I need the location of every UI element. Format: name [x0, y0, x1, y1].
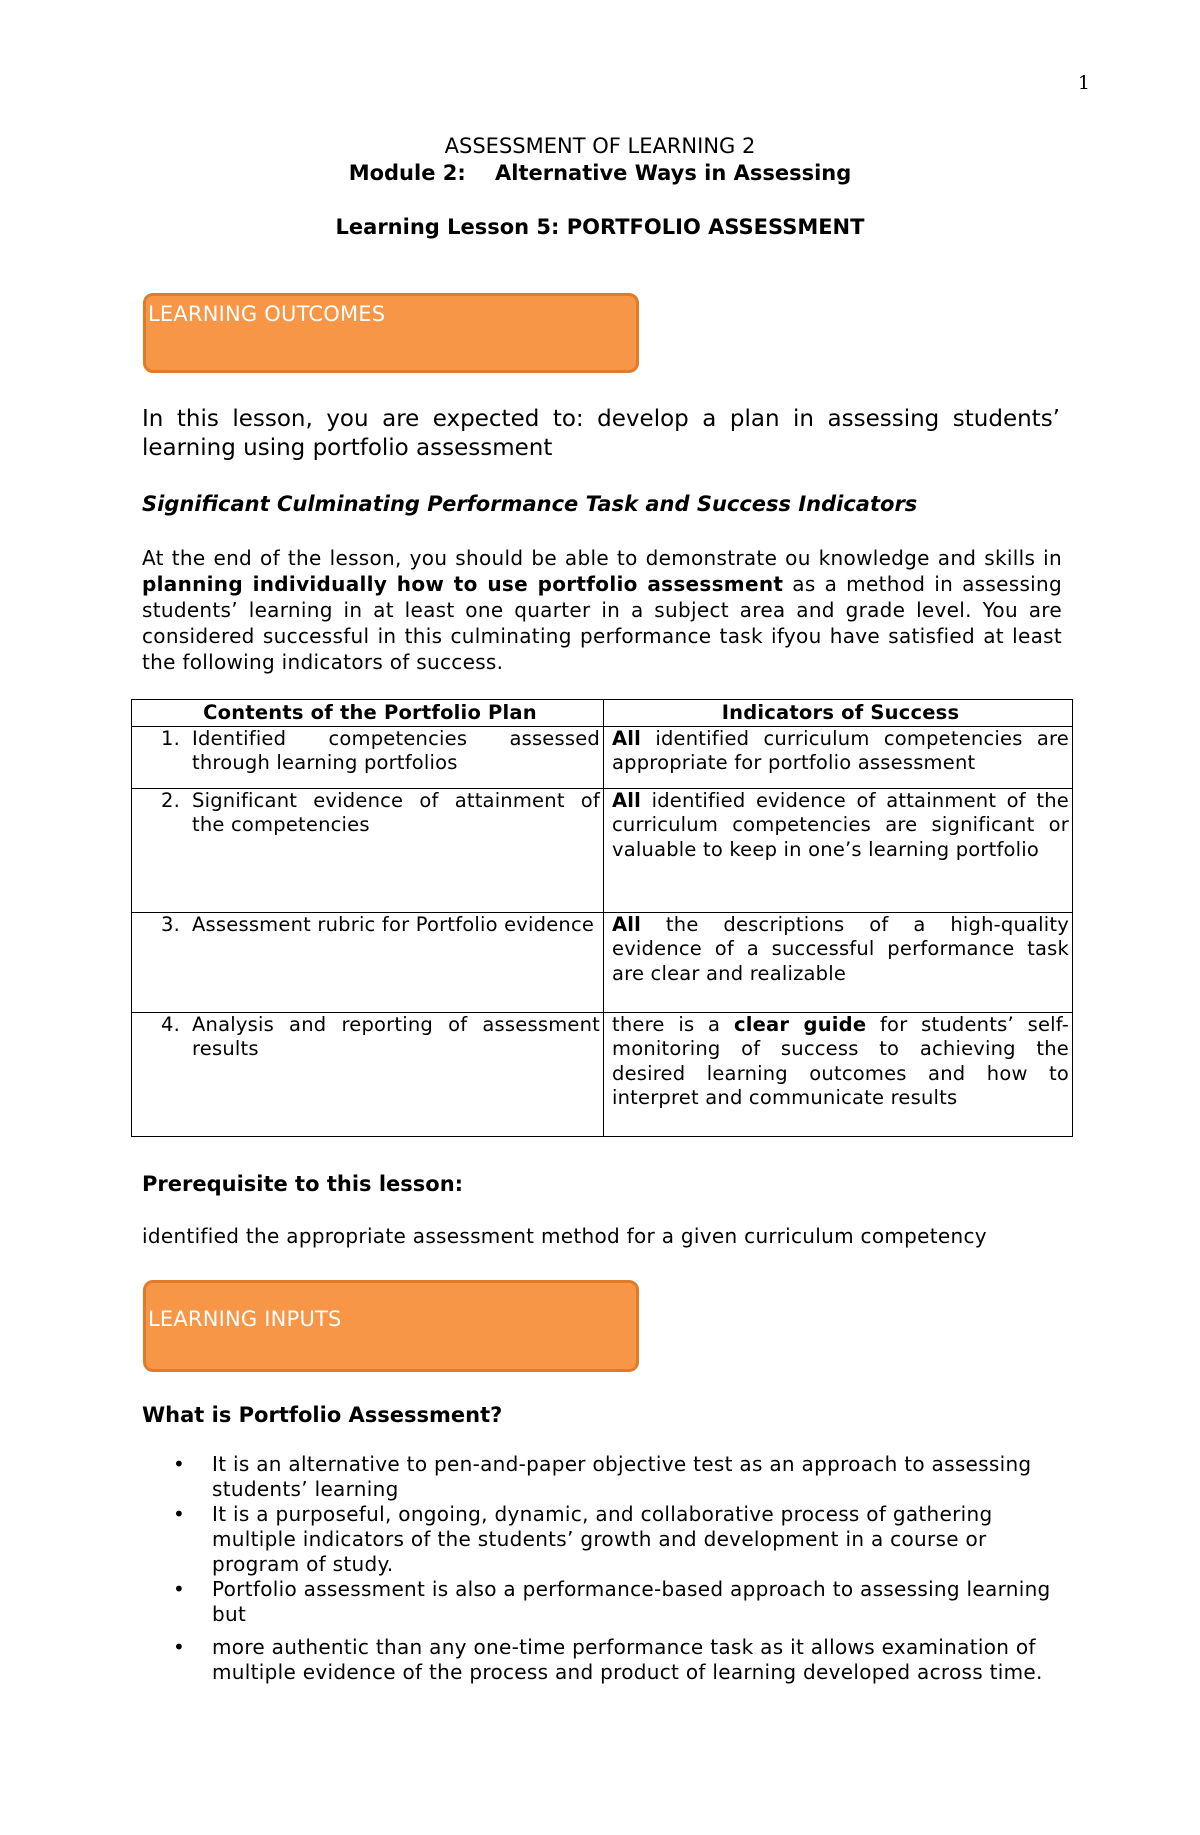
bullet-text: It is an alternative to pen-and-paper objective test as an approach to assessing students’ learning: [212, 1452, 1032, 1501]
prerequisite-heading: Prerequisite to this lesson:: [142, 1172, 464, 1196]
bullet-icon: •: [173, 1502, 186, 1526]
bullet-text: It is a purposeful, ongoing, dynamic, and collaborative process of gathering multiple indicators of the students’ growth and development in a course or program of study.: [212, 1502, 993, 1576]
item-number: 2.: [160, 788, 180, 812]
header-contents: Contents of the Portfolio Plan: [132, 700, 604, 727]
table-header-row: [132, 700, 1073, 727]
list-item: [170, 1452, 1062, 1502]
portfolio-plan-table: [131, 699, 1073, 1137]
bullet-icon: •: [173, 1452, 186, 1476]
indicator-cell: [604, 912, 1073, 1012]
bullet-text: Portfolio assessment is also a performance-based approach to assessing learning but: [212, 1577, 1051, 1626]
table-row: [132, 726, 1073, 788]
para-pre: At the end of the lesson, you should be able to demonstrate ou knowledge and skills in: [142, 546, 1062, 570]
item-number: 1.: [160, 726, 180, 750]
indicator-cell: [604, 726, 1073, 788]
indicator-bold: clear guide: [733, 1012, 867, 1036]
content-cell: [132, 1012, 604, 1136]
indicator-text: identified curriculum competencies are appropriate for portfolio assessment: [612, 726, 1069, 774]
item-text: Identified competencies assessed through learning portfolios: [192, 726, 600, 774]
content-cell: [132, 788, 604, 912]
indicator-bold: All: [612, 726, 642, 750]
indicator-pre: there is a: [612, 1012, 734, 1036]
table-row: [132, 788, 1073, 912]
learning-inputs-banner: [143, 1280, 639, 1372]
learning-outcomes-banner: [143, 293, 639, 373]
learning-inputs-label: LEARNING INPUTS: [148, 1307, 342, 1331]
indicator-cell: [604, 1012, 1073, 1136]
content-cell: [132, 912, 604, 1012]
indicator-text: identified evidence of attainment of the curriculum competencies are significant or valuable to keep in one’s learning portfolio: [612, 788, 1069, 861]
bullet-icon: •: [173, 1577, 186, 1601]
table-row: [132, 912, 1073, 1012]
list-item: [170, 1577, 1062, 1627]
list-item: [170, 1635, 1062, 1685]
list-item: [170, 1502, 1062, 1577]
portfolio-question-heading: What is Portfolio Assessment?: [142, 1403, 503, 1427]
content-cell: [132, 726, 604, 788]
bullet-icon: •: [173, 1635, 186, 1659]
prerequisite-text: identified the appropriate assessment method for a given curriculum competency: [142, 1224, 987, 1248]
para-bold: planning individually how to use portfolio assessment: [142, 572, 784, 596]
learning-outcomes-label: LEARNING OUTCOMES: [148, 302, 386, 326]
item-text: Assessment rubric for Portfolio evidence: [192, 912, 595, 936]
indicator-bold: All: [612, 912, 642, 936]
header-indicators: Indicators of Success: [604, 700, 1073, 727]
indicator-text: the descriptions of a high-quality evidence of a successful performance task are clear and realizable: [612, 912, 1069, 985]
task-paragraph: [142, 545, 1062, 675]
para-post: as a method in assessing students’ learning in at least one quarter in a subject area and grade level. You are considered successful in this culminating performance task ifyou have satisfied at least the following indicators of success.: [142, 572, 1062, 674]
indicator-cell: [604, 788, 1073, 912]
item-number: 4.: [160, 1012, 180, 1036]
lesson-intro: In this lesson, you are expected to: develop a plan in assessing students’ learning using portfolio assessment: [142, 406, 1060, 461]
portfolio-bullet-list: [170, 1452, 1062, 1685]
item-text: Significant evidence of attainment of the competencies: [192, 788, 600, 836]
indicator-bold: All: [612, 788, 642, 812]
item-text: Analysis and reporting of assessment results: [192, 1012, 600, 1060]
page-number: 1: [1077, 72, 1090, 94]
bullet-text: more authentic than any one-time performance task as it allows examination of multiple evidence of the process and product of learning developed across time.: [212, 1635, 1043, 1684]
module-title: Module 2: Alternative Ways in Assessing: [348, 161, 852, 185]
course-title: ASSESSMENT OF LEARNING 2: [444, 134, 756, 158]
table-row: [132, 1012, 1073, 1136]
lesson-title: Learning Lesson 5: PORTFOLIO ASSESSMENT: [335, 215, 865, 239]
indicator-text: for students’ self-monitoring of success to achieving the desired learning outcomes and how to interpret and communicate results: [612, 1012, 1069, 1109]
item-number: 3.: [160, 912, 180, 936]
task-heading: Significant Culminating Performance Task and Success Indicators: [142, 492, 918, 516]
